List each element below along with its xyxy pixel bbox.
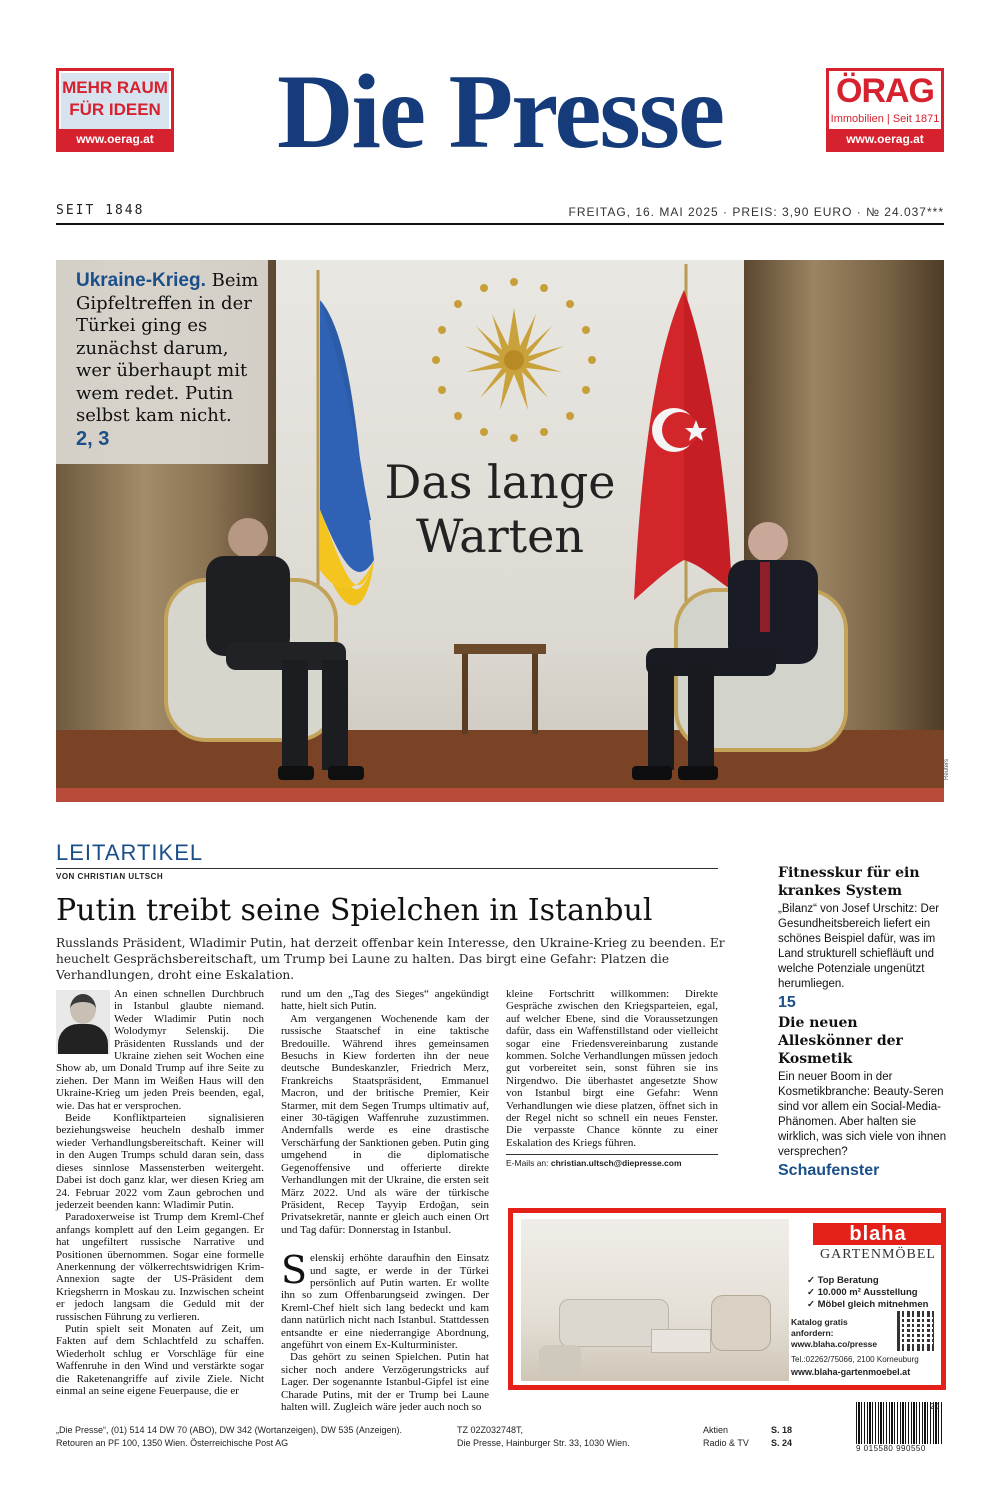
footer-tz-line1: TZ 02Z032748T, — [457, 1425, 524, 1435]
sidebar-1-headline: Fitnesskur für ein krankes System — [778, 865, 920, 899]
ad-left-url[interactable]: www.oerag.at — [59, 129, 171, 149]
ad-oerag-left[interactable] — [56, 68, 174, 152]
footer-index-row[interactable] — [703, 1424, 823, 1437]
ad-blaha-photo — [521, 1219, 789, 1381]
col2-paragraph-2: Am vergangenen Wochenende kam der russische Staatschef in eine taktische Bredouille. Während ihres gemeinsamen Besuchs in Kiew forderten ihn der neue deutsche Bundeskanzler, Friedrich Merz, Frankreichs Staatspräsident, Emmanuel Macron, und der britische Premier, Keir Starmer, mit dem Segen Trumps ultimativ auf, einer 30-tägigen Waffenruhe zuzustimmen. Andernfalls werde es eine drastische Verschärfung der Sanktionen geben. Putin ging umgehend in die diplomatische Gegenoffensive und offerierte direkte Verhandlungen mit der Ukraine, die ersten seit März 2022. Und als wäre der türkische Präsident, Recep Tayyip Erdoğan, sein Privatsekretär, nannte er gleich auch einen Ort und Tag dafür: Donnerstag in Istanbul. — [281, 1012, 489, 1236]
sidebar-2-text: Ein neuer Boom in der Kosmetikbranche: Beauty-Seren sind vor allem ein Social-Media-Phänomen. Aber halten sie wirklich, was sich viele von ihnen versprechen? — [778, 1071, 947, 1158]
col1-paragraph-1: An einen schnellen Durchbruch in Istanbul glaubte niemand. Weder Wladimir Putin noch Wolodymyr Selenskij. Die Präsidenten Russlands und der Ukraine ziehen seit Wochen eine Show ab, um Donald Trump auf ihre Seite zu ziehen. Der Mann im Weißen Haus will den Ukraine-Krieg um jeden Preis beenden, egal, wie. Das hat er versprochen. — [56, 988, 264, 1112]
footer-index — [703, 1424, 823, 1450]
masthead-logo: Die Presse — [276, 53, 724, 170]
ad-bullet-2: ✓ 10.000 m² Ausstellung — [807, 1287, 918, 1298]
cover-teaser[interactable] — [76, 270, 266, 428]
col2-paragraph-1: rund um den „Tag des Sieges“ angekündigt hatte, hielt sich Putin. — [281, 988, 489, 1013]
side-table — [454, 644, 546, 734]
ad-pouf — [539, 1345, 581, 1375]
article-column-1 — [56, 988, 264, 1398]
col2-paragraph-3-text: elenskij erhöhte daraufhin den Einsatz und sagte, er werde in der Türkei persönlich auf Putin warten. Er wollte ihn so zum Offenbarungseid zwingen. Der Kreml-Chef hielt sich lang bedeckt und kam dann natürlich nicht nach Istanbul. Stattdessen entsandte er eine niederrangige Abordnung, angeführt von einem Ex-Kulturminister. — [281, 1252, 489, 1351]
cover-teaser-text: Beim Gipfeltreffen in der Türkei ging es zunächst darum, wer überhaupt mit wem redet. Putin selbst kam nicht. — [76, 270, 259, 426]
header-rule — [56, 223, 944, 225]
ad-right-sub: Immobilien | Seit 1871 — [830, 113, 940, 125]
photo-carpet — [56, 788, 944, 802]
cover-kicker: Ukraine-Krieg. — [76, 270, 206, 291]
col3-paragraph-1: kleine Fortschritt willkommen: Direkte Gespräche zwischen den Kriegsparteien, egal, auf welcher Ebene, sind die Voraussetzungen dafür, dass ein Waffenstillstand oder vielleicht sogar eine Friedensvereinbarung zustande kommen. Solche Verhandlungen müssen jedoch gut vorbereitet sein, sonst führen sie ins Nirgendwo. Die überhastet angesetzte Show von Istanbul birgt eine Gefahr: Wenn Verhandlungen wie diese platzen, öffnet sich in der Regel nicht so schnell ein neues Fenster. Die verpasste Chance könnte zu einer Eskalation des Kriegs führen. — [506, 988, 718, 1149]
article-column-3 — [506, 988, 718, 1148]
photo-credit: Reuters — [944, 758, 950, 780]
footer-contact-line2: Retouren an PF 100, 1350 Wien. Österreichische Post AG — [56, 1438, 289, 1448]
cover-page-ref[interactable]: 2, 3 — [76, 428, 110, 450]
qr-code-icon[interactable] — [897, 1311, 937, 1351]
col2-paragraph-3 — [281, 1248, 489, 1351]
sidebar-1-page[interactable]: 15 — [778, 994, 796, 1011]
portrait-spacer — [56, 988, 114, 1056]
section-rule — [56, 868, 718, 869]
ad-right-logo: ÖRAG — [836, 72, 934, 110]
article-column-2 — [281, 988, 489, 1413]
ad-blaha[interactable] — [508, 1208, 946, 1390]
ad-blaha-logo-sub: GARTENMÖBEL — [820, 1247, 936, 1262]
ad-blaha-catalog[interactable] — [791, 1317, 891, 1350]
ad-blaha-web[interactable]: www.blaha-gartenmoebel.at — [791, 1367, 911, 1377]
index-page: S. 24 — [771, 1438, 793, 1448]
footer-contact — [56, 1424, 456, 1450]
index-label: Aktien — [703, 1425, 729, 1435]
col1-paragraph-3: Paradoxerweise ist Trump dem Kreml-Chef anfangs komplett auf den Leim gegangen. Er hat ungefiltert russische Narrative und Positionen übernommen. Sogar eine formelle Anerkennung der völkerrechtswidrigen Krim-Annexion sagte der US-Präsident dem Kriegsherrn in Moskau zu. Inzwischen scheint er jedoch langsam die Geduld mit der russischen Führung zu verlieren. — [56, 1211, 264, 1323]
ad-bullet-3: ✓ Möbel gleich mitnehmen — [807, 1299, 929, 1310]
ad-bullet-1: ✓ Top Beratung — [807, 1275, 879, 1286]
since-label: SEIT 1848 — [56, 203, 145, 218]
ad-left-slogan — [61, 73, 169, 129]
col1-paragraph-4: Putin spielt seit Monaten auf Zeit, um Fakten auf dem Schlachtfeld zu schaffen. Wiederholt schlug er Vorschläge für eine Waffenruhe in den Wind und verstärkte sogar die Raketenangriffe auf zivile Ziele. Nicht einmal an seine eigene Feuerpause, die er — [56, 1322, 264, 1397]
footer-tz-line2: Die Presse, Hainburger Str. 33, 1030 Wien. — [457, 1438, 630, 1448]
cover-headline-line2: Warten — [415, 509, 585, 563]
dropcap: S — [281, 1248, 308, 1293]
article-lead: Russlands Präsident, Wladimir Putin, hat derzeit offenbar kein Interesse, den Ukraine-Krieg zu beenden. Er heuchelt Gesprächsbereitschaft, um Trump bei Laune zu halten. Das birgt eine Gefahr: Platzen die Verhandlungen, droht eine Eskalation. — [56, 936, 725, 982]
ad-left-line1: MEHR RAUM — [62, 78, 168, 97]
ad-blaha-tel: Tel.:02262/75066, 2100 Korneuburg — [791, 1355, 919, 1364]
col1-paragraph-2: Beide Konfliktparteien signalisieren beziehungsweise heucheln deshalb immer wieder Verhandlungsbereitschaft. Keiner will in den Augen Trumps schuld daran sein, dass dieses sinnlose Massensterben weitergeht. Dabei ist doch ganz klar, wer diesen Krieg am 24. Februar 2022 vom Zaun gebrochen und jederzeit beenden kann: Wladimir Putin. — [56, 1112, 264, 1211]
footer-tz — [457, 1424, 687, 1450]
sidebar-teaser-1[interactable] — [778, 864, 948, 1012]
section-label: LEITARTIKEL — [56, 840, 204, 865]
ad-blaha-bullets — [807, 1275, 928, 1311]
cover-headline-line1: Das lange — [384, 455, 616, 509]
footer-index-row[interactable] — [703, 1437, 823, 1450]
ad-table — [651, 1329, 711, 1353]
emblem-sun-icon — [464, 308, 564, 410]
ad-right-url[interactable]: www.oerag.at — [829, 129, 941, 149]
sidebar-2-brand[interactable]: Schaufenster — [778, 1162, 880, 1179]
email-address[interactable]: christian.ultsch@diepresse.com — [550, 1158, 682, 1168]
sidebar-1-text: „Bilanz“ von Josef Urschitz: Der Gesundheitsbereich liefert ein schönes Beispiel dafür, was im Land strukturell schiefläuft und welche Potenziale ungenützt herumliegen. — [778, 903, 940, 990]
email-label: E-Mails an: — [506, 1158, 549, 1168]
email-rule — [506, 1154, 718, 1155]
barcode-issue: 20 — [930, 1402, 939, 1411]
date-price-issue: FREITAG, 16. MAI 2025 · PREIS: 3,90 EURO · № 24.037*** — [568, 205, 944, 219]
index-page: S. 18 — [771, 1425, 793, 1435]
col2-paragraph-4: Das gehört zu seinen Spielchen. Putin hat sicher noch andere Verzögerungstricks auf Lager. Der sogenannte Istanbul-Gipfel ist eine Charade Putins, mit der er Trump bei Laune halten will. Zugleich wäre jeder auch noch so — [281, 1351, 489, 1413]
ad-blaha-logo: blaha — [813, 1223, 943, 1245]
ad-chair — [711, 1295, 771, 1351]
ad-catalog-line1: Katalog gratis anfordern: — [791, 1317, 848, 1338]
byline: VON CHRISTIAN ULTSCH — [56, 872, 164, 881]
ad-left-line2: FÜR IDEEN — [69, 100, 161, 119]
sidebar-teaser-2[interactable] — [778, 1014, 948, 1180]
ad-oerag-right[interactable] — [826, 68, 944, 152]
cover-headline[interactable] — [360, 455, 640, 563]
footer-contact-line1: „Die Presse“, (01) 514 14 DW 70 (ABO), DW 342 (Wortanzeigen), DW 535 (Anzeigen). — [56, 1425, 402, 1435]
sidebar-2-headline: Die neuen Alleskönner der Kosmetik — [778, 1015, 903, 1067]
article-title[interactable]: Putin treibt seine Spielchen in Istanbul — [56, 893, 653, 928]
index-label: Radio & TV — [703, 1438, 749, 1448]
barcode-number: 9 015580 990550 — [856, 1444, 926, 1453]
author-email[interactable] — [506, 1158, 682, 1168]
ad-catalog-url[interactable]: www.blaha.co/presse — [791, 1339, 878, 1349]
